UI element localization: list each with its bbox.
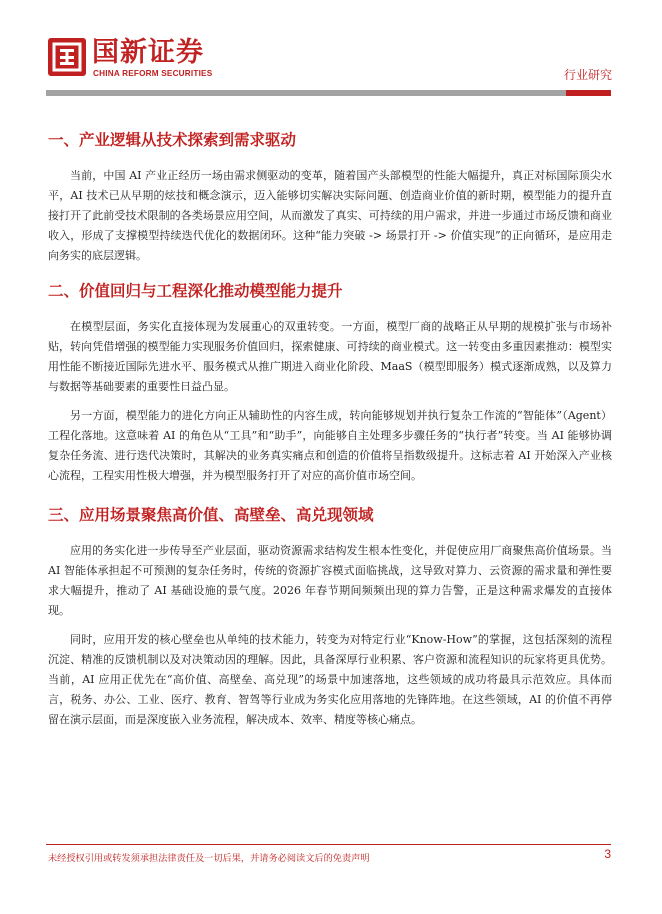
paragraph: 同时，应用开发的核心壁垒也从单纯的技术能力，转变为对特定行业“Know-How”的掌握，这包括深刻的流程沉淀、精准的反馈机制以及对决策动因的理解。因此，具备深厚行业积累、客户资源和流程知识的玩家将更具优势。当前，AI 应用正优先在“高价值、高壁垒、高兑现”的场景中加速落地，这些领域的成功将最具示范效应。具体而言，税务、办公、工业、医疗、教育、智驾等行业成为务实化应用落地的先锋阵地。在这些领域，AI 的价值不再停留在演示层面，而是深度嵌入业务流程，解决成本、效率、精度等核心痛点。 — [48, 633, 612, 726]
company-logo-mark — [48, 38, 86, 76]
section-3 — [48, 503, 612, 730]
footer-divider — [46, 844, 611, 845]
page-number: 3 — [604, 847, 611, 861]
header-divider-gray — [46, 90, 566, 96]
section-1 — [48, 128, 612, 266]
page-header — [0, 0, 662, 96]
footer-disclaimer: 未经授权引用或转发须承担法律责任及一切后果，并请务必阅读文后的免责声明 — [48, 853, 370, 864]
company-name-en: CHINA REFORM SECURITIES — [93, 69, 213, 78]
section-title: 一、产业逻辑从技术探索到需求驱动 — [48, 131, 297, 149]
section-title: 三、应用场景聚焦高价值、高壁垒、高兑现领域 — [48, 506, 374, 524]
paragraph: 在模型层面，务实化直接体现为发展重心的双重转变。一方面，模型厂商的战略正从早期的规模扩张与市场补贴，转向凭借增强的模型能力实现服务价值回归，探索健康、可持续的商业模式。这一转变由多重因素推动：模型实用性能不断接近国际先进水平、服务模式从推广期进入商业化阶段、MaaS（模型即服务）模式逐渐成熟，以及算力与数据等基础要素的重要性日益凸显。 — [48, 320, 612, 393]
header-divider-red — [566, 90, 611, 96]
section-title: 二、价值回归与工程深化推动模型能力提升 — [48, 282, 343, 300]
section-2 — [48, 279, 612, 486]
report-category: 行业研究 — [563, 68, 612, 82]
page-footer — [46, 844, 611, 864]
paragraph: 当前，中国 AI 产业正经历一场由需求侧驱动的变革，随着国产头部模型的性能大幅提升，真正对标国际顶尖水平，AI 技术已从早期的炫技和概念演示，迈入能够切实解决实际问题、创造商业价值的新时期，模型能力的提升直接打开了此前受技术限制的各类场景应用空间，从而激发了真实、可持续的用户需求，并进一步通过市场反馈和商业收入，形成了支撑模型持续迭代优化的数据闭环。这种“能力突破 -> 场景打开 -> 价值实现”的正向循环，是应用走向务实的底层逻辑。 — [48, 169, 612, 262]
company-name-cn: 国新证券 — [92, 37, 204, 68]
main-content — [48, 128, 612, 730]
paragraph: 另一方面，模型能力的进化方向正从辅助性的内容生成，转向能够规划并执行复杂工作流的“智能体”（Agent）工程化落地。这意味着 AI 的角色从“工具”和“助手”，向能够自主处理多步骤任务的“执行者”转变。当 AI 能够协调复杂任务流、进行迭代决策时，其解决的业务真实痛点和创造的价值将呈指数级提升。这标志着 AI 开始深入产业核心流程，工程实用性极大增强，并为模型服务打开了对应的高价值市场空间。 — [48, 409, 612, 482]
paragraph: 应用的务实化进一步传导至产业层面，驱动资源需求结构发生根本性变化，并促使应用厂商聚焦高价值场景。当 AI 智能体承担起不可预测的复杂任务时，传统的资源扩容模式面临挑战，这导致对算力、云资源的需求量和弹性要求大幅提升，推动了 AI 基础设施的景气度。2026 年春节期间频频出现的算力告警，正是这种需求爆发的直接体现。 — [48, 544, 612, 617]
